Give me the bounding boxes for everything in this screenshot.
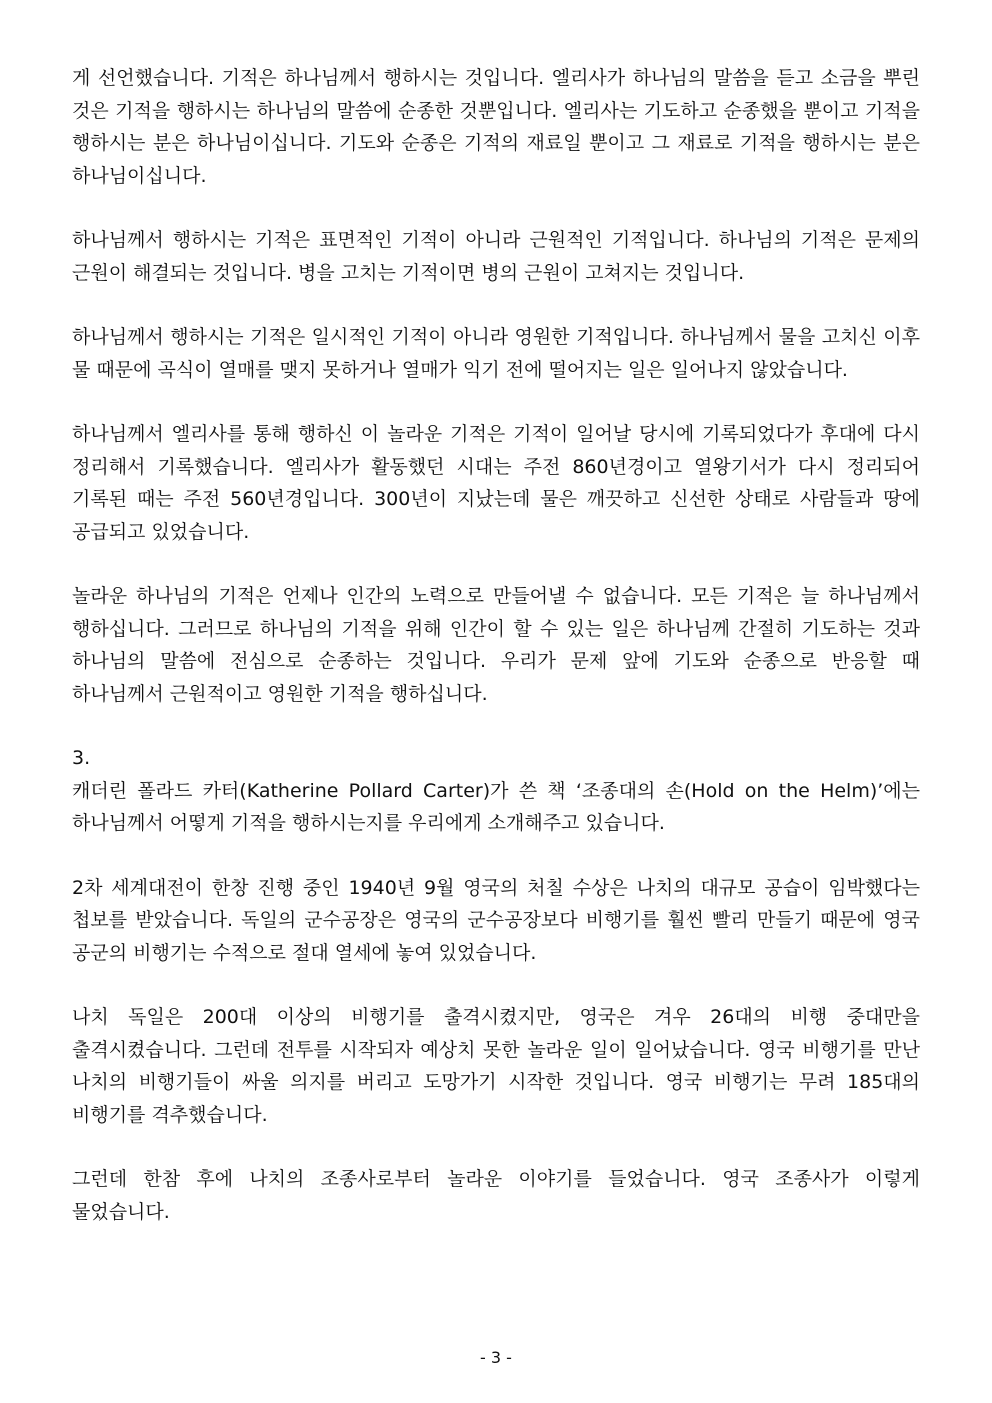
- page-number: - 3 -: [480, 1348, 512, 1367]
- section-paragraph-3: 나치 독일은 200대 이상의 비행기를 출격시켰지만, 영국은 겨우 26대의 비행 중대만을 출격시켰습니다. 그런데 전투를 시작되자 예상치 못한 놀라운 일이 일어났습니다. 영국 비행기를 만난 나치의 비행기들이 싸울 의지를 버리고 도망가기 시작한 것입니다. 영국 비행기는 무려 185대의 비행기를 격추했습니다.: [72, 1006, 920, 1126]
- section-paragraph-4: 그런데 한참 후에 나치의 조종사로부터 놀라운 이야기를 들었습니다. 영국 조종사가 이렇게 물었습니다.: [72, 1168, 920, 1223]
- document-body: [72, 62, 920, 1260]
- paragraph-2: 하나님께서 행하시는 기적은 표면적인 기적이 아니라 근원적인 기적입니다. 하나님의 기적은 문제의 근원이 해결되는 것입니다. 병을 고치는 기적이면 병의 근원이 고쳐지는 것입니다.: [72, 229, 920, 284]
- paragraph-5: 놀라운 하나님의 기적은 언제나 인간의 노력으로 만들어낼 수 없습니다. 모든 기적은 늘 하나님께서 행하십니다. 그러므로 하나님의 기적을 위해 인간이 할 수 있는 일은 하나님께 간절히 기도하는 것과 하나님의 말씀에 전심으로 순종하는 것입니다. 우리가 문제 앞에 기도와 순종으로 반응할 때 하나님께서 근원적이고 영원한 기적을 행하십니다.: [72, 585, 920, 705]
- paragraph-3: 하나님께서 행하시는 기적은 일시적인 기적이 아니라 영원한 기적입니다. 하나님께서 물을 고치신 이후 물 때문에 곡식이 열매를 맺지 못하거나 열매가 익기 전에 떨어지는 일은 일어나지 않았습니다.: [72, 326, 920, 381]
- section-paragraph-2: 2차 세계대전이 한창 진행 중인 1940년 9월 영국의 처칠 수상은 나치의 대규모 공습이 임박했다는 첩보를 받았습니다. 독일의 군수공장은 영국의 군수공장보다 비행기를 훨씬 빨리 만들기 때문에 영국 공군의 비행기는 수적으로 절대 열세에 놓여 있었습니다.: [72, 876, 920, 964]
- paragraph-4: 하나님께서 엘리사를 통해 행하신 이 놀라운 기적은 기적이 일어날 당시에 기록되었다가 후대에 다시 정리해서 기록했습니다. 엘리사가 활동했던 시대는 주전 860년경이고 열왕기서가 다시 정리되어 기록된 때는 주전 560년경입니다. 300년이 지났는데 물은 깨끗하고 신선한 상태로 사람들과 땅에 공급되고 있었습니다.: [72, 423, 920, 543]
- section-paragraph-1: 캐더린 폴라드 카터(Katherine Pollard Carter)가 쓴 책 ‘조종대의 손(Hold on the Helm)’에는 하나님께서 어떻게 기적을 행하시는지를 우리에게 소개해주고 있습니다.: [72, 779, 920, 834]
- section-number: 3.: [72, 747, 91, 769]
- paragraph-1: 게 선언했습니다. 기적은 하나님께서 행하시는 것입니다. 엘리사가 하나님의 말씀을 듣고 소금을 뿌린 것은 기적을 행하시는 하나님의 말씀에 순종한 것뿐입니다. 엘리사는 기도하고 순종했을 뿐이고 기적을 행하시는 분은 하나님이십니다. 기도와 순종은 기적의 재료일 뿐이고 그 재료로 기적을 행하시는 분은 하나님이십니다.: [72, 67, 920, 187]
